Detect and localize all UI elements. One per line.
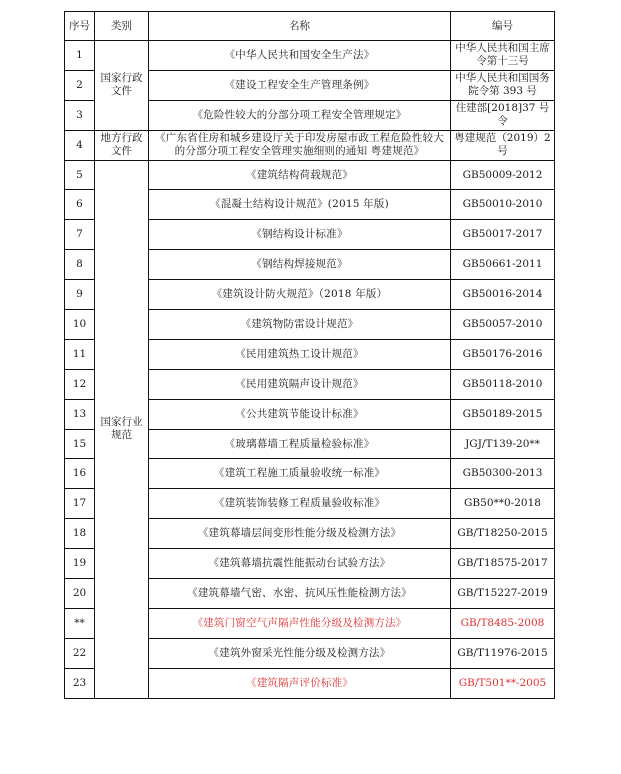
row-name: 《建设工程安全生产管理条例》 [149,70,451,100]
table-row [65,41,555,71]
header-row [65,12,555,41]
row-name: 《建筑幕墙气密、水密、抗风压性能检测方法》 [149,579,451,609]
row-code: 中华人民共和国主席令第十三号 [451,41,555,71]
row-no: 20 [65,579,95,609]
row-name: 《建筑隔声评价标准》 [149,668,451,698]
row-name: 《建筑幕墙层间变形性能分级及检测方法》 [149,519,451,549]
row-code: GB/T15227-2019 [451,579,555,609]
row-no: ** [65,608,95,638]
table-row [65,160,555,190]
row-no: 2 [65,70,95,100]
row-no: 13 [65,399,95,429]
row-no: 11 [65,339,95,369]
row-name: 《建筑工程施工质量验收统一标准》 [149,459,451,489]
row-no: 6 [65,190,95,220]
row-name: 《公共建筑节能设计标准》 [149,399,451,429]
row-code: GB/T501**-2005 [451,668,555,698]
category-cell: 国家行政文件 [95,41,149,131]
row-name: 《民用建筑隔声设计规范》 [149,369,451,399]
row-code: GB50016-2014 [451,280,555,310]
row-no: 1 [65,41,95,71]
row-code: 住建部[2018]37 号令 [451,100,555,130]
row-code: JGJ/T139-20** [451,429,555,459]
row-name: 《中华人民共和国安全生产法》 [149,41,451,71]
row-name: 《建筑设计防火规范》（2018 年版） [149,280,451,310]
row-name: 《建筑幕墙抗震性能振动台试验方法》 [149,549,451,579]
row-code: GB/T18250-2015 [451,519,555,549]
row-code: GB50**0-2018 [451,489,555,519]
row-name: 《建筑装饰装修工程质量验收标准》 [149,489,451,519]
category-cell: 地方行政文件 [95,130,149,160]
table-row [65,130,555,160]
row-no: 5 [65,160,95,190]
row-no: 9 [65,280,95,310]
row-code: GB/T8485-2008 [451,608,555,638]
row-code: 中华人民共和国国务院令第 393 号 [451,70,555,100]
row-code: GB50300-2013 [451,459,555,489]
row-no: 22 [65,638,95,668]
header-no: 序号 [65,12,95,41]
row-name: 《建筑外窗采光性能分级及检测方法》 [149,638,451,668]
row-code: GB50009-2012 [451,160,555,190]
row-no: 19 [65,549,95,579]
row-no: 3 [65,100,95,130]
row-name: 《建筑结构荷载规范》 [149,160,451,190]
row-no: 12 [65,369,95,399]
row-code: GB/T18575-2017 [451,549,555,579]
row-no: 17 [65,489,95,519]
row-code: GB50176-2016 [451,339,555,369]
row-no: 8 [65,250,95,280]
row-code: GB50118-2010 [451,369,555,399]
header-code: 编号 [451,12,555,41]
row-code: GB50010-2010 [451,190,555,220]
row-code: GB50661-2011 [451,250,555,280]
row-no: 7 [65,220,95,250]
row-name: 《钢结构设计标准》 [149,220,451,250]
row-no: 18 [65,519,95,549]
row-name: 《广东省住房和城乡建设厅关于印发房屋市政工程危险性较大的分部分项工程安全管理实施细则的通知 粤建规范》 [149,130,451,160]
header-category: 类别 [95,12,149,41]
row-no: 16 [65,459,95,489]
row-name: 《民用建筑热工设计规范》 [149,339,451,369]
row-code: GB50189-2015 [451,399,555,429]
row-code: GB50057-2010 [451,310,555,340]
row-name: 《混凝土结构设计规范》(2015 年版) [149,190,451,220]
row-no: 4 [65,130,95,160]
row-code: GB50017-2017 [451,220,555,250]
row-no: 23 [65,668,95,698]
row-name: 《钢结构焊接规范》 [149,250,451,280]
row-name: 《危险性较大的分部分项工程安全管理规定》 [149,100,451,130]
standards-table [64,11,555,699]
category-cell: 国家行业规范 [95,160,149,698]
row-code: 粤建规范（2019）2号 [451,130,555,160]
row-no: 15 [65,429,95,459]
row-name: 《建筑门窗空气声隔声性能分级及检测方法》 [149,608,451,638]
header-name: 名称 [149,12,451,41]
row-code: GB/T11976-2015 [451,638,555,668]
row-name: 《建筑物防雷设计规范》 [149,310,451,340]
row-no: 10 [65,310,95,340]
row-name: 《玻璃幕墙工程质量检验标准》 [149,429,451,459]
